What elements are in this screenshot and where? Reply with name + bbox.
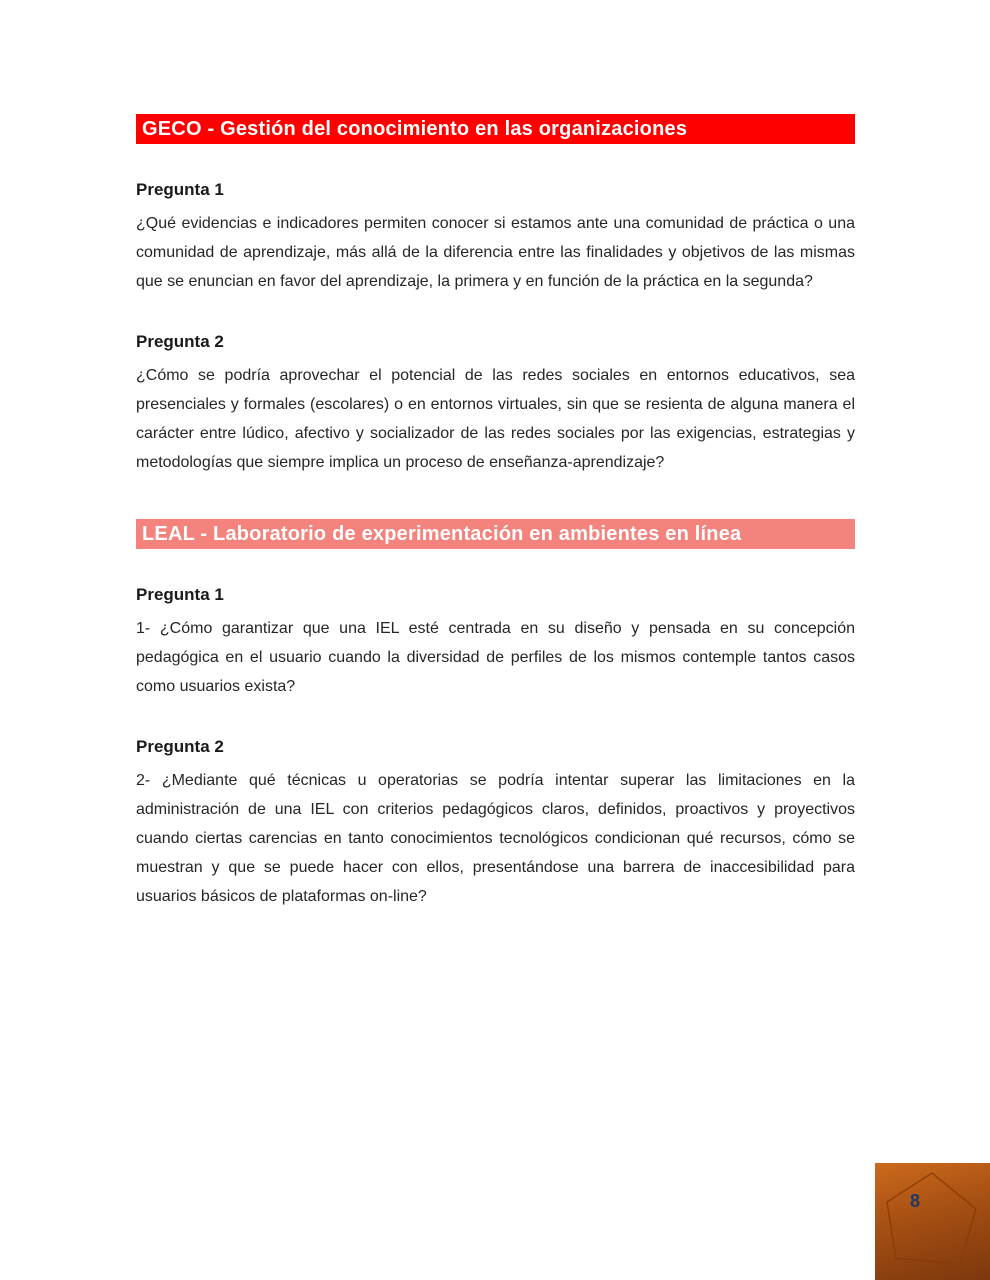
pentagon-outline-icon — [875, 1163, 990, 1280]
geco-question-1-text: ¿Qué evidencias e indicadores permiten conocer si estamos ante una comunidad de práctica o una comunidad de aprendizaje, más allá de la diferencia entre las finalidades y objetivos de las mismas que se enuncian en favor del aprendizaje, la primera y en función de la práctica en la segunda? — [136, 215, 855, 290]
leal-question-2-label: Pregunta 2 — [136, 737, 224, 756]
geco-question-2-text: ¿Cómo se podría aprovechar el potencial de las redes sociales en entornos educativos, sea presenciales y formales (escolares) o en entornos virtuales, sin que se resienta de alguna manera el carácter entre lúdico, afectivo y socializador de las redes sociales por las exigencias, estrategias y metodologías que siempre implica un proceso de enseñanza-aprendizaje? — [136, 367, 855, 471]
leal-question-2-text: 2- ¿Mediante qué técnicas u operatorias se podría intentar superar las limitaciones en la administración de una IEL con criterios pedagógicos claros, definidos, proactivos y proyectivos cuando ciertas carencias en tanto conocimientos tecnológicos condicionan qué recursos, cómo se muestran y que se puede hacer con ellos, presentándose una barrera de inaccesibilidad para usuarios básicos de plataformas on-line? — [136, 772, 855, 905]
section-leal — [136, 519, 855, 911]
geco-question-1-label: Pregunta 1 — [136, 180, 224, 199]
section-leal-title-banner: LEAL - Laboratorio de experimentación en ambientes en línea — [136, 519, 855, 549]
leal-question-1-text: 1- ¿Cómo garantizar que una IEL esté centrada en su diseño y pensada en su concepción pedagógica en el usuario cuando la diversidad de perfiles de los mismos contemple tantos casos como usuarios exista? — [136, 620, 855, 695]
leal-question-1-label: Pregunta 1 — [136, 585, 224, 604]
page-content — [136, 114, 855, 911]
page-number-badge — [875, 1163, 990, 1280]
section-geco-title-banner: GECO - Gestión del conocimiento en las organizaciones — [136, 114, 855, 144]
geco-question-2-label: Pregunta 2 — [136, 332, 224, 351]
page-number: 8 — [909, 1191, 920, 1211]
section-geco — [136, 114, 855, 477]
